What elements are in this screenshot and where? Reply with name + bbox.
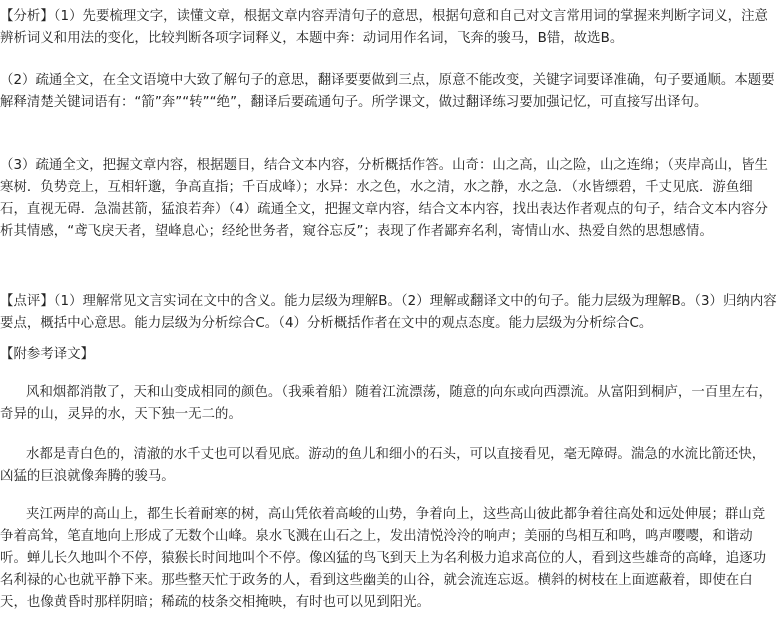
translation-paragraph-3: 夹江两岸的高山上，都生长着耐寒的树，高山凭依着高峻的山势，争着向上，这些高山彼此都争着往高处和远处伸展；群山竞争着高耸，笔直地向上形成了无数个山峰。泉水飞溅在山石之上，发出清悦泠泠的响声；美丽的鸟相互和鸣，鸣声嘤嘤，和谐动听。蝉儿长久地叫个不停，猿猴长时间地叫个不停。像凶猛的鸟飞到天上为名利极力追求高位的人，看到这些雄奇的高峰，追逐功名利禄的心也就平静下来。那些整天忙于政务的人，看到这些幽美的山谷，就会流连忘返。横斜的树枝在上面遮蔽着，即使在白天，也像黄昏时那样阴暗；稀疏的枝条交相掩映，有时也可以见到阳光。 xyxy=(0,507,767,610)
translation-paragraph-2: 水都是青白色的，清澈的水千丈也可以看见底。游动的鱼儿和细小的石头，可以直接看见，毫无障碍。湍急的水流比箭还快，凶猛的巨浪就像奔腾的骏马。 xyxy=(0,447,766,484)
analysis-paragraph-1: 【分析】（1）先要梳理文字，读懂文章，根据文章内容弄清句子的意思，根据句意和自己对文言常用词的掌握来判断字词义，注意辨析词义和用法的变化，比较判断各项字词释义，本题中奔：动词用作名词，飞奔的骏马，B错，故选B。 xyxy=(0,9,768,46)
analysis-paragraph-3: （3）疏通全文，把握文章内容，根据题目，结合文本内容，分析概括作答。山奇：山之高，山之险，山之连绵；（夹岸高山，皆生寒树．负势竞上，互相轩邈，争高直指；千百成峰）；水异：水之色，水之清，水之静，水之急．（水皆缥碧，千丈见底．游鱼细石，直视无碍．急湍甚箭，猛浪若奔）（4）疏通全文，把握文章内容，结合文本内容，找出表达作者观点的句子，结合文本内容分析其情感，“鸢飞戾天者，望峰息心；经纶世务者，窥谷忘反”；表现了作者鄙弃名利，寄情山水、热爱自然的思想感情。 xyxy=(0,158,768,239)
analysis-paragraph-2: （2）疏通全文，在全文语境中大致了解句子的意思，翻译要要做到三点，原意不能改变，关键字词要译准确，句子要通顺。本题要解释清楚关键词语有：“箭”奔”“转”“绝”，翻译后要疏通句子。所学课文，做过翻译练习要加强记忆，可直接写出译句。 xyxy=(0,73,775,110)
translation-heading: 【附参考译文】 xyxy=(0,347,95,362)
comment-paragraph: 【点评】（1）理解常见文言实词在文中的含义。能力层级为理解B。（2）理解或翻译文中的句子。能力层级为理解B。（3）归纳内容要点，概括中心意思。能力层级为分析综合C。（4）分析概括作者在文中的观点态度。能力层级为分析综合C。 xyxy=(0,294,777,331)
translation-paragraph-1: 风和烟都消散了，天和山变成相同的颜色。（我乘着船）随着江流漂荡，随意的向东或向西漂流。从富阳到桐庐，一百里左右，奇异的山，灵异的水，天下独一无二的。 xyxy=(0,385,772,422)
